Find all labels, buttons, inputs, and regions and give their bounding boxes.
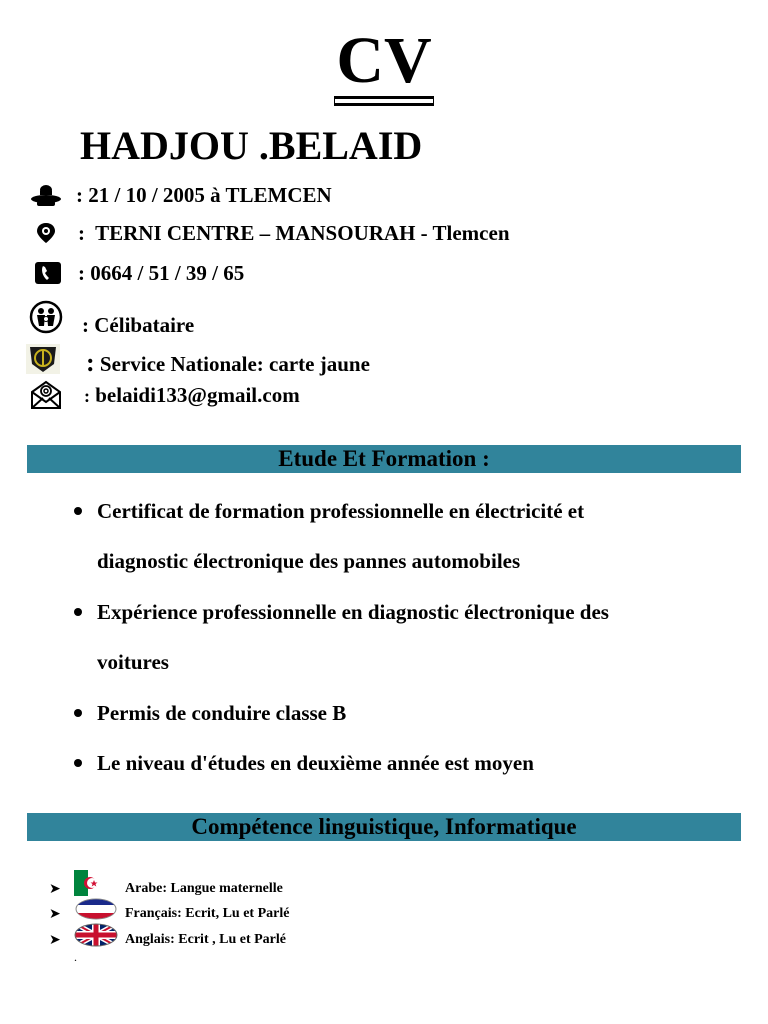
candidate-name: HADJOU .BELAID	[80, 123, 423, 168]
phone-icon	[30, 256, 66, 290]
person-icon	[28, 178, 64, 212]
bullet-icon	[74, 507, 82, 515]
military-badge-icon	[26, 344, 60, 374]
email-icon	[28, 378, 64, 412]
list-item-line: Permis de conduire classe B	[97, 701, 347, 725]
info-military-text: : Service Nationale: carte jaune	[86, 348, 370, 377]
list-item-line: voitures	[97, 650, 169, 674]
list-item-line: Expérience professionnelle en diagnostic électronique des	[97, 600, 609, 624]
cv-title	[0, 22, 768, 100]
family-icon	[28, 300, 64, 334]
info-address-text: : TERNI CENTRE – MANSOURAH - Tlemcen	[78, 221, 510, 245]
bullet-icon	[74, 709, 82, 717]
list-item-line: diagnostic électronique des pannes automobiles	[97, 549, 521, 573]
trailing-dot: .	[74, 950, 77, 964]
uk-flag-icon	[74, 923, 118, 952]
arrow-bullet-icon: ➤	[49, 932, 61, 948]
language-english-text: Anglais: Ecrit , Lu et Parlé	[125, 932, 286, 947]
language-french-text: Français: Ecrit, Lu et Parlé	[125, 906, 290, 921]
education-heading: Etude Et Formation :	[27, 445, 741, 473]
bullet-icon	[74, 608, 82, 616]
language-arabic-text: Arabe: Langue maternelle	[125, 881, 283, 896]
algeria-flag-icon	[74, 870, 102, 901]
info-phone-text: : 0664 / 51 / 39 / 65	[78, 261, 245, 285]
info-marital-text: : Célibataire	[82, 313, 195, 337]
list-item-line: Le niveau d'études en deuxième année est moyen	[97, 751, 534, 775]
language-row-english	[0, 927, 768, 953]
arrow-bullet-icon: ➤	[49, 906, 61, 922]
bullet-icon	[74, 759, 82, 767]
cv-title-text: CV	[336, 24, 432, 97]
arrow-bullet-icon: ➤	[49, 881, 61, 897]
info-birth-text: : 21 / 10 / 2005 à TLEMCEN	[76, 183, 332, 207]
list-item-line: Certificat de formation professionnelle en électricité et	[97, 499, 585, 523]
location-pin-icon	[28, 216, 64, 250]
skills-heading: Compétence linguistique, Informatique	[27, 813, 741, 841]
info-email-text: : belaidi133@gmail.com	[84, 383, 300, 407]
france-flag-icon	[75, 898, 117, 925]
